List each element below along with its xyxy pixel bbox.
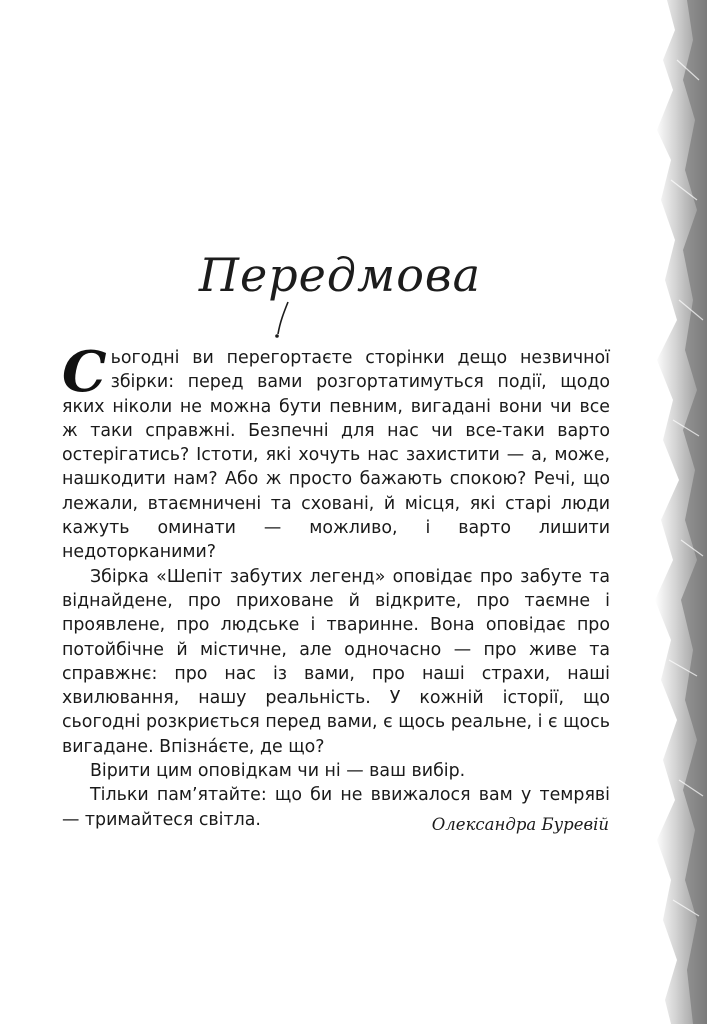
title-flourish-ornament: [268, 300, 308, 340]
foreword-body: [62, 339, 610, 832]
drop-cap: С: [62, 339, 107, 405]
paragraph-1-text: ьогодні ви перегортаєте сторінки дещо незвичної збірки: перед вами розгортатимуться події, щодо яких ніколи не можна бути певним, вигадані вони чи все ж таки справжні. Безпечні для нас чи все-таки варто остерігатись? Істоти, які хочуть нас захистити — а, може, нашкодити нам? Або ж просто бажають спокою? Речі, що лежали, втаємничені та сховані, й місця, які старі люди кажуть оминати — можливо, і варто лишити недоторканими?: [62, 348, 610, 563]
paragraph-3: Вірити цим оповідкам чи ні — ваш вибір.: [90, 761, 466, 782]
page-title: Передмова: [198, 248, 482, 302]
torn-edge-decoration: [627, 0, 707, 1024]
paragraph-4: Тільки пам’ятайте: що би не ввижалося вам у темряві — тримайтеся світла.: [62, 785, 610, 830]
paragraph-2: Збірка «Шепіт забутих легенд» оповідає про забуте та віднайдене, про приховане й відкрите, про таємне і проявлене, про людське і тваринне. Вона оповідає про потойбічне й містичне, але одночасно — про живе та справжнє: про нас із вами, про наші страхи, наші хвилювання, нашу реальність. У кожній історії, що сьогодні розкриється перед вами, є щось реальне, і є щось вигадане. Впізна́єте, де що?: [62, 566, 610, 757]
author-signature: Олександра Буревій: [431, 815, 609, 834]
paragraph-1: [62, 339, 610, 565]
